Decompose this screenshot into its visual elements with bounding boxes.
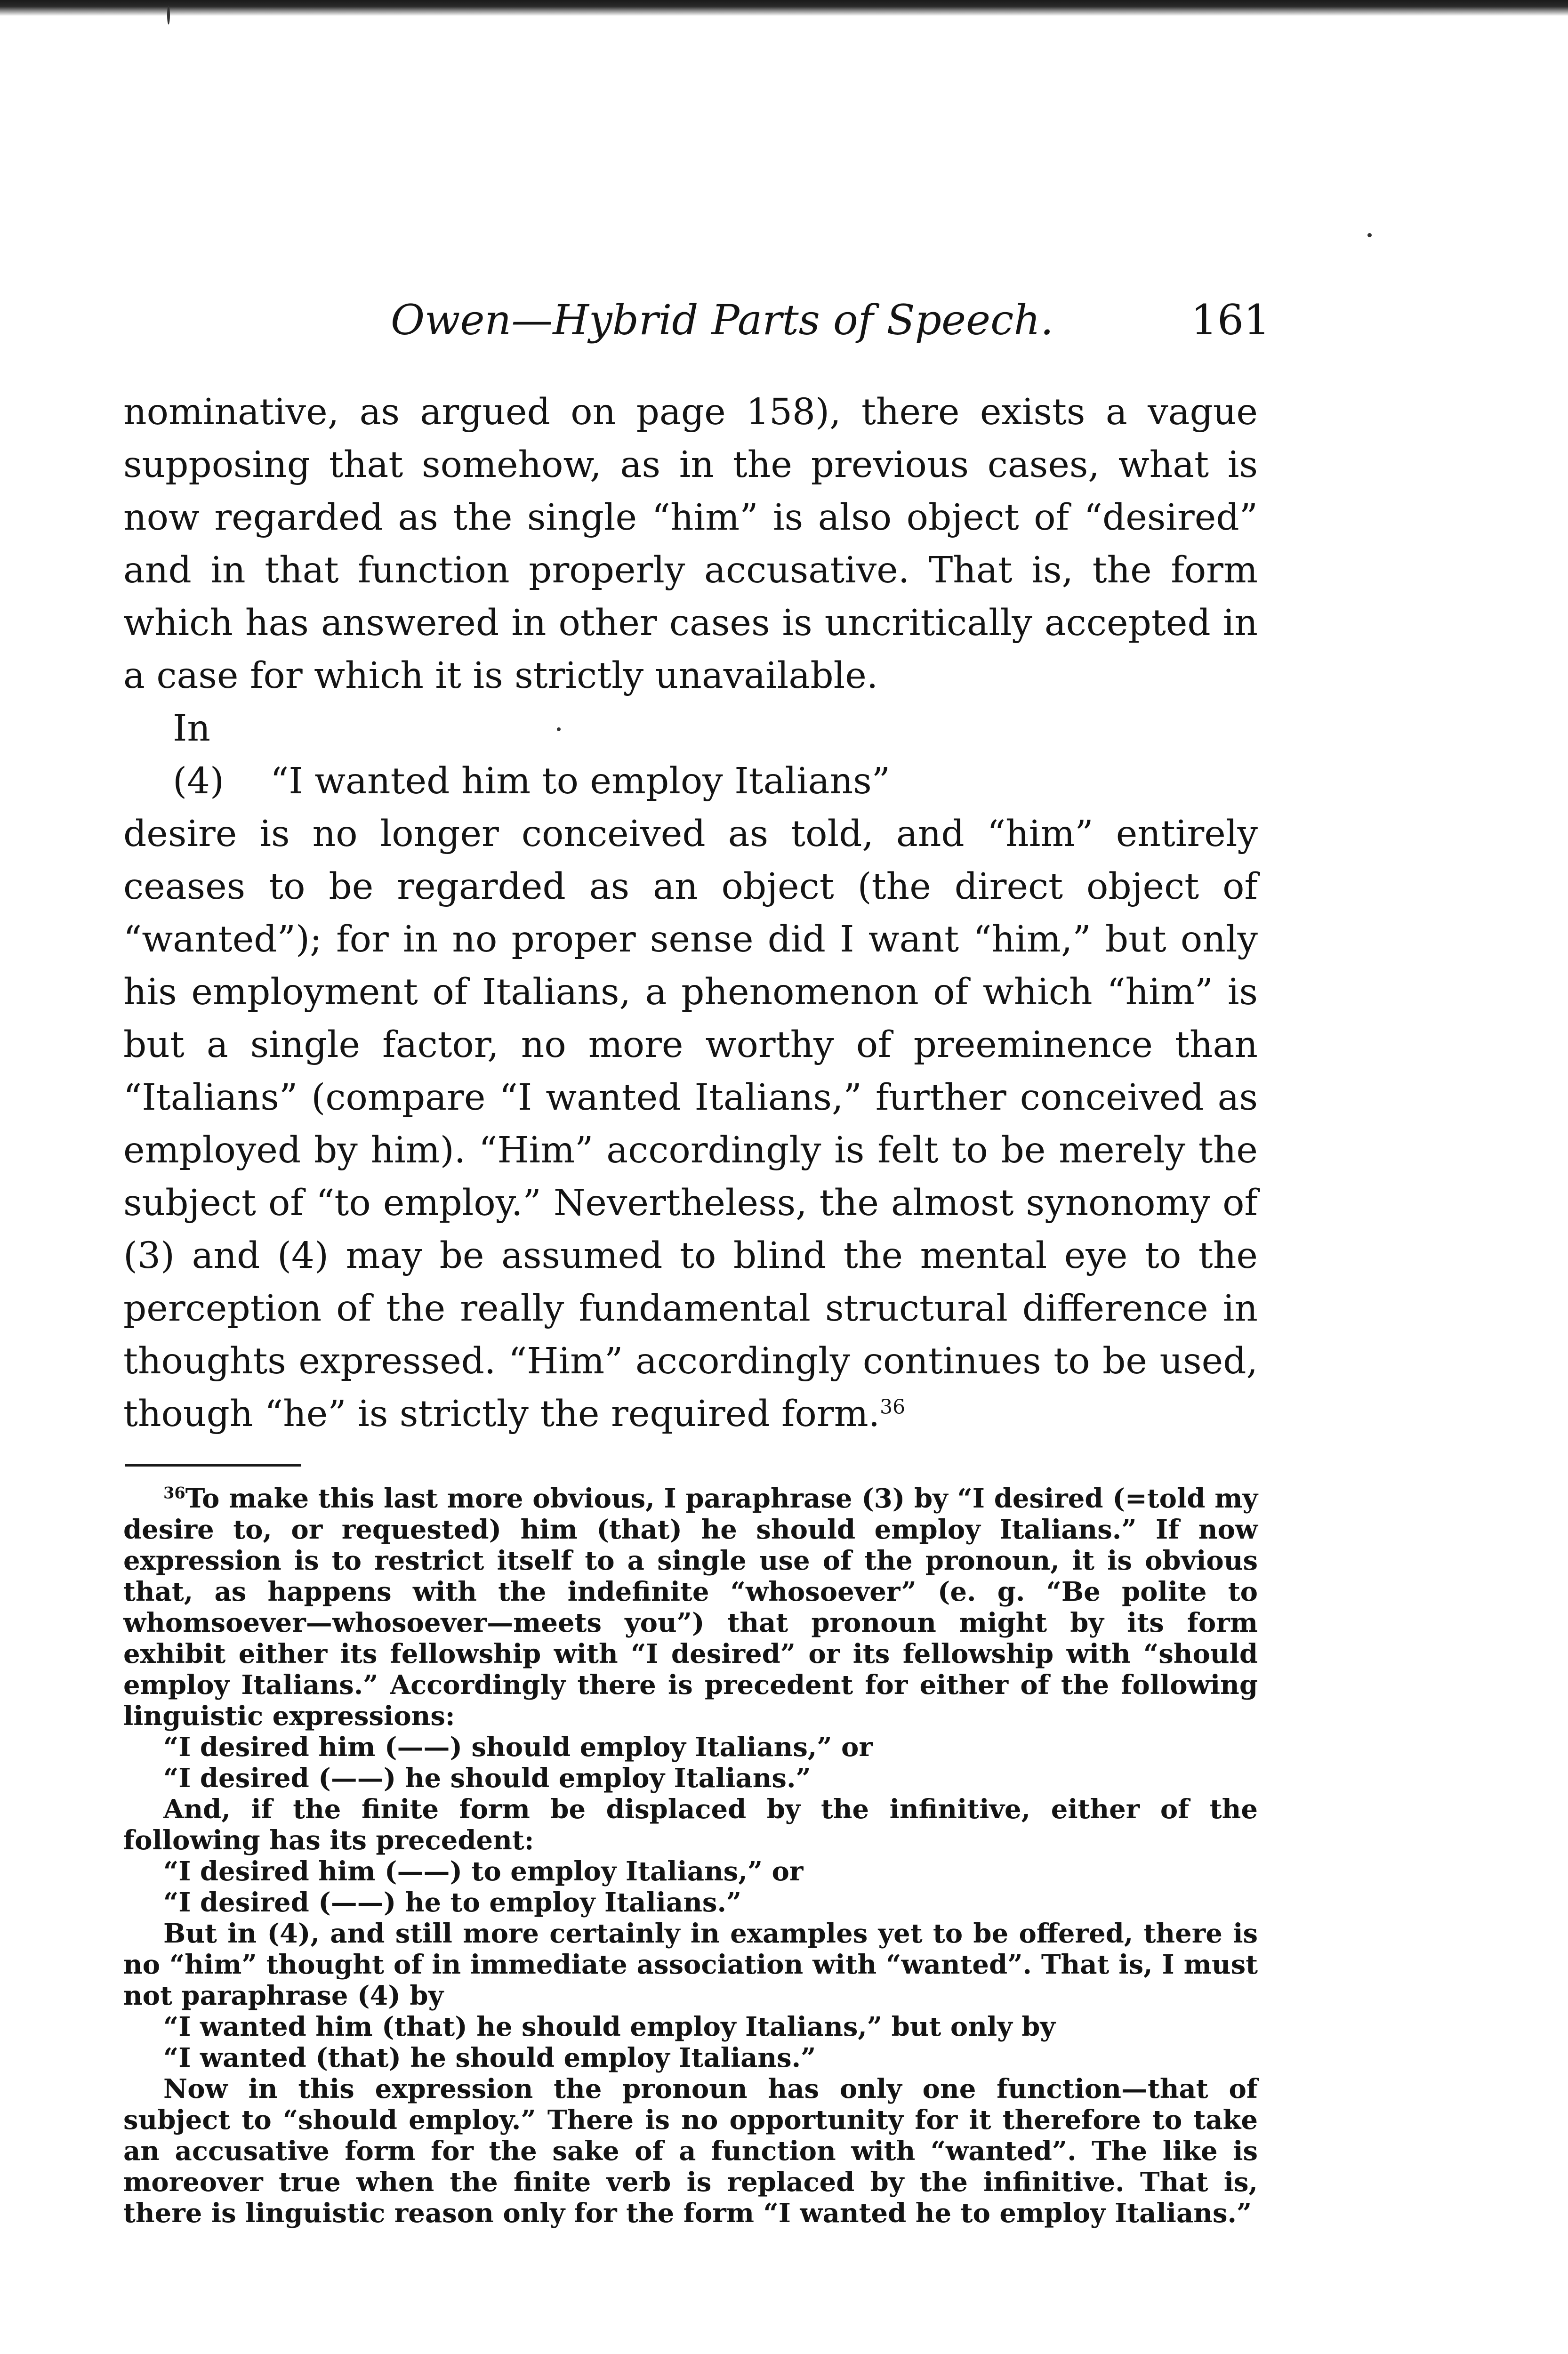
footnote-example: “I desired him (——) to employ Italians,” or bbox=[163, 1856, 804, 1887]
main-text bbox=[123, 386, 1258, 1441]
footnote-text: To make this last more obvious, I paraphrase (3) by “I desired (=told my desire to, or requested) him (that) he should employ Italians.” If now expression is to restrict itself to a single use of the pronoun, it is obvious that, as happens with the indefinite “whosoever” (e. g. “Be polite to whomsoever—whosoever—meets you”) that pronoun might by its form exhibit either its fellowship with “I desired” or its fellowship with “should employ Italians.” Accordingly there is precedent for either of the following linguistic expressions: bbox=[123, 1483, 1258, 1732]
footnote-example: “I desired (——) he should employ Italians.” bbox=[163, 1763, 811, 1794]
footnote-paragraph: But in (4), and still more certainly in examples yet to be offered, there is no “him” thought of in immediate association with “wanted”. That is, I must not paraphrase (4) by bbox=[123, 1918, 1258, 2011]
footnote-example: “I wanted (that) he should employ Italians.” bbox=[163, 2042, 816, 2073]
footnote-example: “I wanted him (that) he should employ Italians,” but only by bbox=[163, 2011, 1055, 2042]
example-sentence bbox=[123, 755, 1258, 808]
paragraph: In bbox=[173, 708, 211, 750]
scan-speck bbox=[167, 6, 170, 24]
paragraph-text: desire is no longer conceived as told, and “him” entirely ceases to be regarded as an object (the direct object of “wanted”); for in no proper sense did I want “him,” but only his employment of Italians, a phenomenon of which “him” is but a single factor, no more worthy of preeminence than “Italians” (compare “I wanted Italians,” further conceived as employed by him). “Him” accordingly is felt to be merely the subject of “to employ.” Nevertheless, the almost synonomy of (3) and (4) may be assumed to blind the mental eye to the perception of the really fundamental structural difference in thoughts expressed. “Him” accordingly continues to be used, though “he” is strictly the required form. bbox=[123, 813, 1258, 1435]
footnote-example: “I desired (——) he to employ Italians.” bbox=[163, 1887, 742, 1918]
page-top-edge bbox=[0, 0, 1568, 16]
paragraph bbox=[123, 808, 1258, 1441]
paragraph: nominative, as argued on page 158), there exists a vague supposing that somehow, as in the previous cases, what is now regarded as the single “him” is also object of “desired” and in that function properly accusative. That is, the form which has answered in other cases is uncritically accepted in a case for which it is strictly unavailable. bbox=[123, 391, 1258, 697]
footnote-example: “I desired him (——) should employ Italians,” or bbox=[163, 1732, 873, 1763]
footnote-paragraph: Now in this expression the pronoun has only one function—that of subject to “should employ.” There is no opportunity for it therefore to take an accusative form for the sake of a function with “wanted”. The like is moreover true when the finite verb is replaced by the infinitive. That is, there is linguistic reason only for the form “I wanted he to employ Italians.” bbox=[123, 2073, 1258, 2229]
footnote-paragraph: And, if the finite form be displaced by the infinitive, either of the following has its precedent: bbox=[123, 1794, 1258, 1856]
footnote-paragraph bbox=[123, 1483, 1258, 1732]
example-text: “I wanted him to employ Italians” bbox=[270, 760, 891, 802]
scan-speck bbox=[1367, 233, 1372, 237]
footnote-reference: 36 bbox=[880, 1395, 906, 1419]
page-header bbox=[0, 282, 1568, 353]
footnote bbox=[123, 1483, 1258, 2229]
footnote-divider bbox=[125, 1464, 301, 1467]
footnote-number: 36 bbox=[163, 1483, 185, 1502]
page-number: 161 bbox=[1191, 296, 1270, 344]
running-head: Owen—Hybrid Parts of Speech. bbox=[391, 296, 1054, 344]
example-number: (4) bbox=[173, 760, 225, 802]
